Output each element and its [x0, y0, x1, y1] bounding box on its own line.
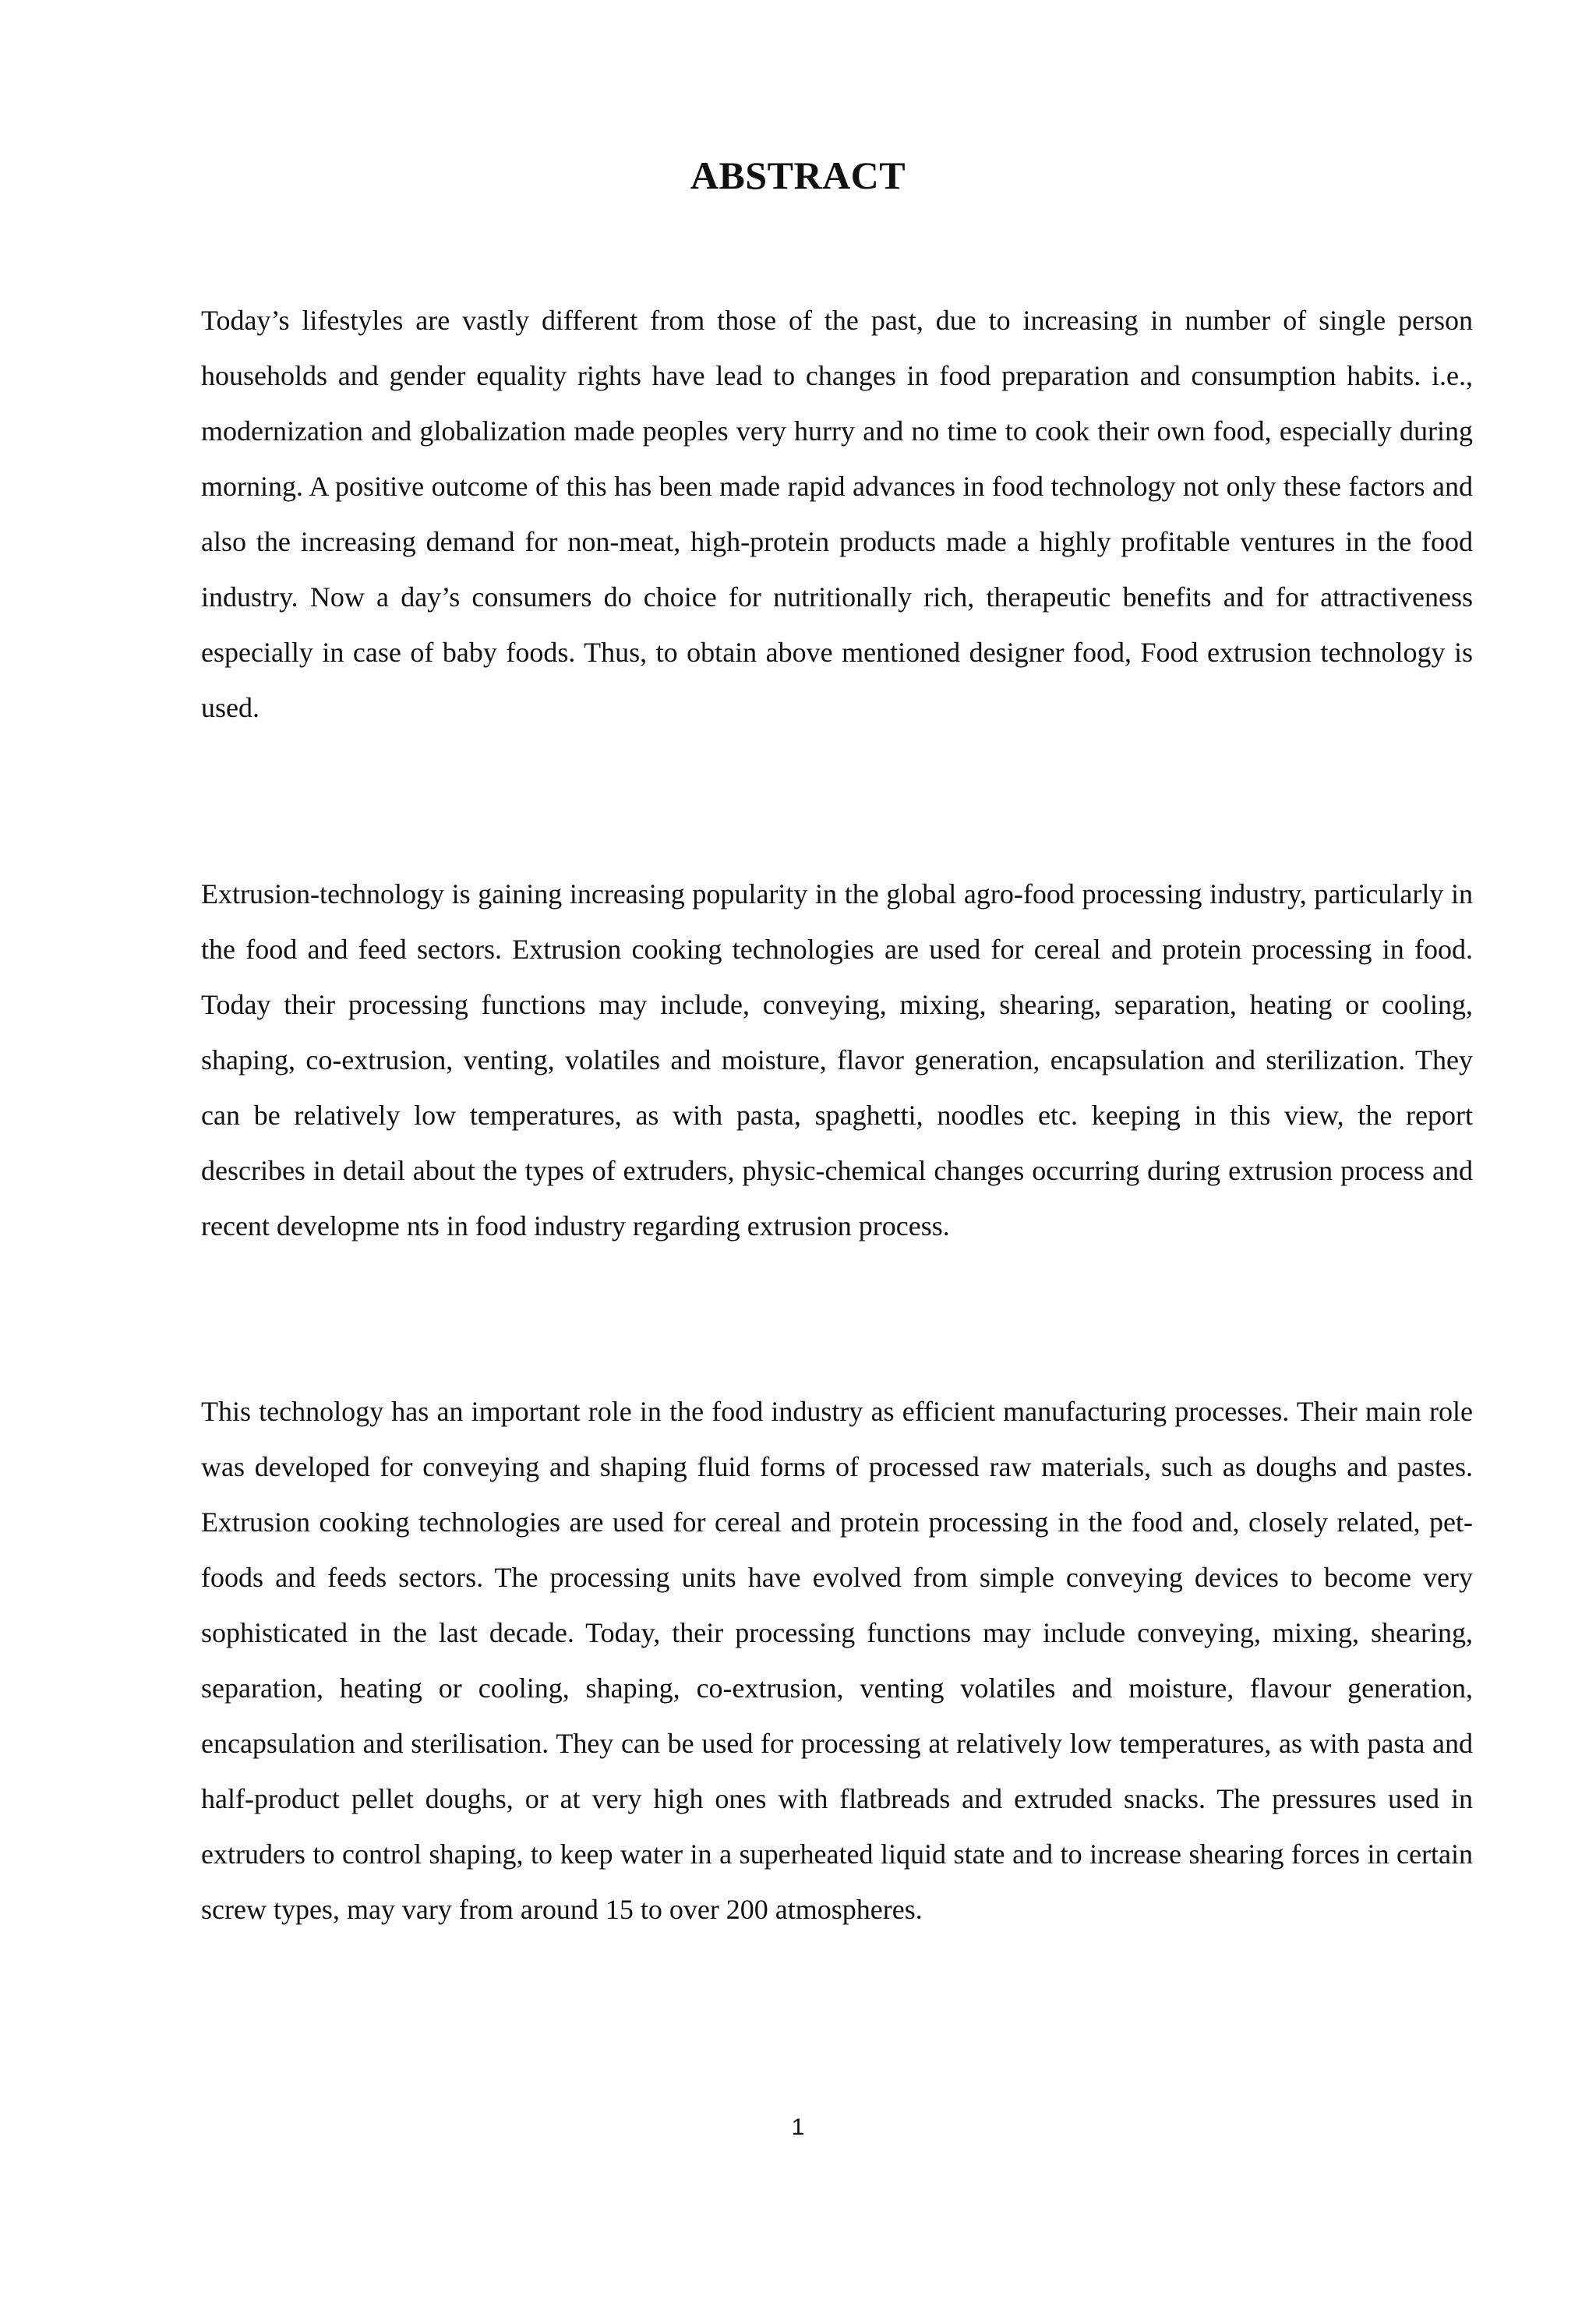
- abstract-paragraph-3: This technology has an important role in the food industry as efficient manufacturing processes. Their main role was developed for conveying and shaping fluid forms of processed raw materials, such as doughs and pastes. Extrusion cooking technologies are used for cereal and protein processing in the food and, closely related, pet-foods and feeds sectors. The processing units have evolved from simple conveying devices to become very sophisticated in the last decade. Today, their processing functions may include conveying, mixing, shearing, separation, heating or cooling, shaping, co-extrusion, venting volatiles and moisture, flavour generation, encapsulation and sterilisation. They can be used for processing at relatively low temperatures, as with pasta and half-product pellet doughs, or at very high ones with flatbreads and extruded snacks. The pressures used in extruders to control shaping, to keep water in a superheated liquid state and to increase shearing forces in certain screw types, may vary from around 15 to over 200 atmospheres.: [201, 1396, 1473, 1925]
- abstract-paragraph-2: Extrusion-technology is gaining increasing popularity in the global agro-food processing industry, particularly in the food and feed sectors. Extrusion cooking technologies are used for cereal and protein processing in food. Today their processing functions may include, conveying, mixing, shearing, separation, heating or cooling, shaping, co-extrusion, venting, volatiles and moisture, flavor generation, encapsulation and sterilization. They can be relatively low temperatures, as with pasta, spaghetti, noodles etc. keeping in this view, the report describes in detail about the types of extruders, physic-chemical changes occurring during extrusion process and recent developme nts in food industry regarding extrusion process.: [201, 878, 1473, 1241]
- page-number: 1: [791, 2114, 805, 2140]
- page-title: ABSTRACT: [690, 154, 906, 197]
- abstract-paragraph-1: Today’s lifestyles are vastly different from those of the past, due to increasing in number of single person households and gender equality rights have lead to changes in food preparation and consumption habits. i.e., modernization and globalization made peoples very hurry and no time to cook their own food, especially during morning. A positive outcome of this has been made rapid advances in food technology not only these factors and also the increasing demand for non-meat, high-protein products made a highly profitable ventures in the food industry. Now a day’s consumers do choice for nutritionally rich, therapeutic benefits and for attractiveness especially in case of baby foods. Thus, to obtain above mentioned designer food, Food extrusion technology is used.: [201, 305, 1473, 723]
